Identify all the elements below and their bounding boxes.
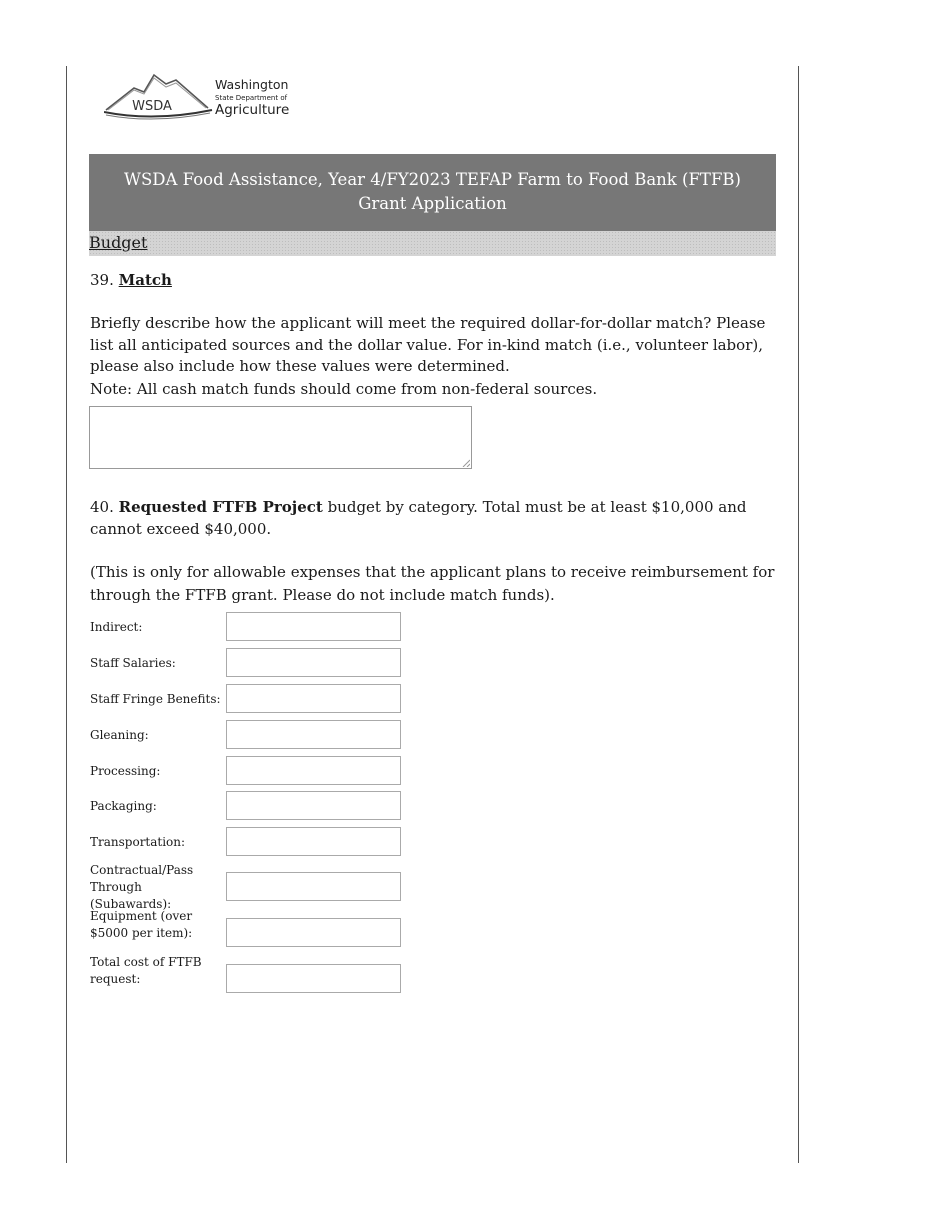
- question-40-label: Requested FTFB Project: [118, 498, 323, 516]
- form-title-line-2: Grant Application: [358, 194, 507, 213]
- transportation-input[interactable]: [226, 827, 401, 856]
- staff-salaries-input[interactable]: [226, 648, 401, 677]
- equipment-input[interactable]: [226, 918, 401, 947]
- resize-grip-icon[interactable]: [462, 459, 470, 467]
- question-40-text: budget by category. Total must be at least $10,000 and cannot exceed $40,000.: [90, 498, 747, 538]
- field-label-equipment: Equipment (over $5000 per item):: [90, 909, 193, 940]
- logo-badge: WSDA: [132, 99, 172, 114]
- question-39-heading: [90, 271, 172, 289]
- field-label-indirect: Indirect:: [90, 620, 143, 634]
- processing-input[interactable]: [226, 756, 401, 785]
- field-label-gleaning: Gleaning:: [90, 728, 149, 742]
- field-label-contractual: Contractual/Pass Through (Subawards):: [90, 863, 194, 911]
- question-40-heading: [90, 497, 775, 540]
- question-39-number: 39.: [90, 271, 114, 289]
- logo-line-agriculture: Agriculture: [215, 101, 290, 118]
- field-label-transportation: Transportation:: [90, 835, 186, 849]
- staff-fringe-benefits-input[interactable]: [226, 684, 401, 713]
- gleaning-input[interactable]: [226, 720, 401, 749]
- field-label-packaging: Packaging:: [90, 799, 157, 813]
- logo-line-state-dept: State Department of: [215, 93, 288, 102]
- logo-line-washington: Washington: [215, 77, 289, 92]
- wsda-logo: [104, 70, 304, 122]
- indirect-input[interactable]: [226, 612, 401, 641]
- mountain-logo-icon: [104, 70, 214, 122]
- packaging-input[interactable]: [226, 791, 401, 820]
- total-cost-input[interactable]: [226, 964, 401, 993]
- question-40-note: (This is only for allowable expenses that the applicant plans to receive reimbursement for through the FTFB grant. Please do not include match funds).: [90, 563, 775, 604]
- contractual-input[interactable]: [226, 872, 401, 901]
- field-label-staff-salaries: Staff Salaries:: [90, 656, 176, 670]
- field-label-staff-fringe-benefits: Staff Fringe Benefits:: [90, 692, 221, 706]
- question-39-label: Match: [118, 271, 172, 289]
- question-39-note: Note: All cash match funds should come from non-federal sources.: [90, 380, 598, 398]
- question-39-description: Briefly describe how the applicant will meet the required dollar-for-dollar match? Please list all anticipated sources and the dollar value. For in-kind match (i.e., volunteer labor), please also include how these values were determined.: [90, 314, 766, 375]
- form-title-banner: [89, 154, 776, 231]
- match-description-textarea[interactable]: [89, 406, 472, 469]
- field-label-processing: Processing:: [90, 764, 161, 778]
- section-title: Budget: [89, 233, 148, 252]
- field-label-total-cost: Total cost of FTFB request:: [90, 955, 202, 986]
- form-title-line-1: WSDA Food Assistance, Year 4/FY2023 TEFAP Farm to Food Bank (FTFB): [124, 170, 741, 189]
- question-40-number: 40.: [90, 498, 114, 516]
- section-header: [89, 231, 776, 256]
